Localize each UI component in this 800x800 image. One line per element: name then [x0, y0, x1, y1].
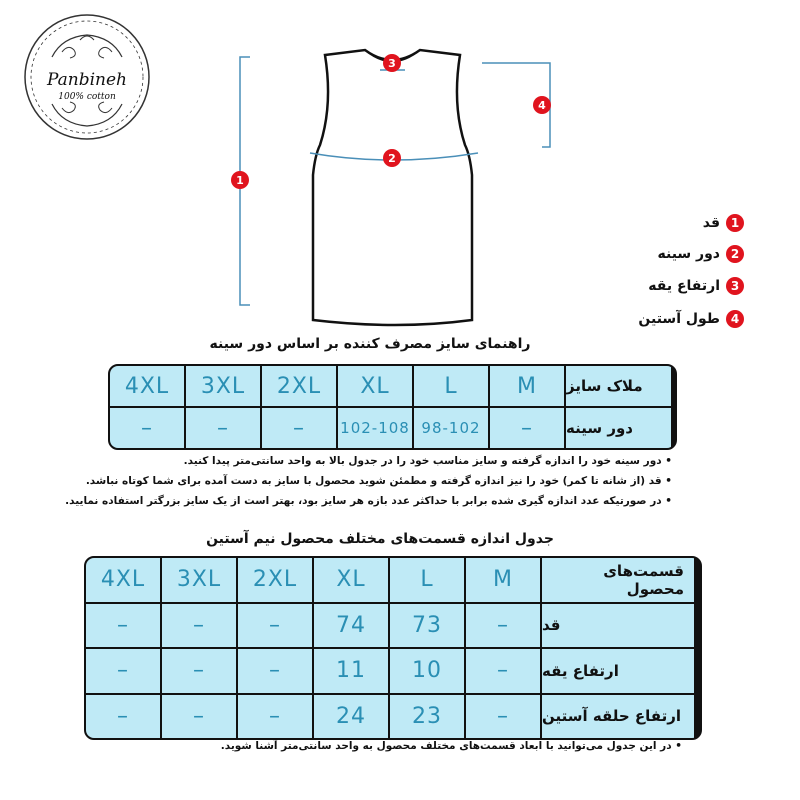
measure-header-l: L: [390, 558, 464, 602]
note-2: • قد (از شانه تا کمر) خود را نیز اندازه گرفته و مطمئن شوید محصول با سایز به دست آمده برای شما کوتاه نباشد.: [85, 475, 672, 487]
measure-header-2xl: 2XL: [238, 558, 312, 602]
height-value-2xl: –: [238, 604, 312, 648]
armhole-value-l: 23: [390, 695, 464, 739]
collar-value-m: –: [466, 649, 540, 693]
measure-header-3xl: 3XL: [162, 558, 236, 602]
svg-text:4: 4: [538, 99, 546, 112]
height-value-l: 73: [390, 604, 464, 648]
chest-value-m: –: [490, 408, 564, 448]
armhole-value-4xl: –: [86, 695, 160, 739]
legend-number: 4: [726, 310, 744, 328]
armhole-row-label: ارتفاع حلقه آستین: [542, 695, 694, 739]
legend-item-height: [703, 212, 744, 234]
height-row-label: قد: [542, 604, 694, 648]
measure-header-xl: XL: [314, 558, 388, 602]
legend-number: 2: [726, 245, 744, 263]
size-guide-title: راهنمای سایز مصرف کننده بر اساس دور سینه: [209, 336, 531, 352]
legend-item-sleeve: [638, 308, 744, 330]
note-3: • در صورتیکه عدد اندازه گیری شده برابر با حداکثر عدد بازه هر سایز بود، بهتر است از یک سایز بزرگتر استفاده نمایید.: [65, 495, 672, 507]
measure-header-label: قسمت‌های محصول: [542, 558, 694, 602]
size-header-xl: XL: [338, 366, 412, 406]
size-guide-table: [108, 364, 677, 450]
brand-logo: [22, 12, 152, 142]
logo-tagline: 100% cotton: [58, 92, 116, 102]
marker-4: [533, 96, 551, 114]
height-value-xl: 74: [314, 604, 388, 648]
measure-header-m: M: [466, 558, 540, 602]
chest-value-l: 98-102: [414, 408, 488, 448]
marker-1: [231, 171, 249, 189]
chest-value-2xl: –: [262, 408, 336, 448]
size-header-m: M: [490, 366, 564, 406]
armhole-value-m: –: [466, 695, 540, 739]
size-header-l: L: [414, 366, 488, 406]
legend-number: 1: [726, 214, 744, 232]
collar-value-4xl: –: [86, 649, 160, 693]
collar-row-label: ارتفاع یقه: [542, 649, 694, 693]
chest-value-xl: 102-108: [338, 408, 412, 448]
legend-label: طول آستین: [638, 311, 720, 327]
footer-note: • در این جدول می‌توانید با ابعاد قسمت‌های مختلف محصول به واحد سانتی‌متر آشنا شوید.: [220, 740, 682, 752]
note-1: • دور سینه خود را اندازه گرفته و سایز مناسب خود را در جدول بالا به واحد سانتی‌متر پیدا کنید.: [183, 455, 672, 467]
marker-3: [383, 54, 401, 72]
size-header-2xl: 2XL: [262, 366, 336, 406]
measure-header-4xl: 4XL: [86, 558, 160, 602]
svg-text:1: 1: [236, 174, 244, 187]
size-header-3xl: 3XL: [186, 366, 260, 406]
legend-number: 3: [726, 277, 744, 295]
size-header-4xl: 4XL: [110, 366, 184, 406]
measure-table-title: جدول اندازه قسمت‌های مختلف محصول نیم آستین: [206, 531, 554, 547]
chest-value-3xl: –: [186, 408, 260, 448]
chest-value-4xl: –: [110, 408, 184, 448]
measure-table: [84, 556, 702, 740]
height-value-4xl: –: [86, 604, 160, 648]
svg-text:3: 3: [388, 57, 396, 70]
size-header-label: ملاک سایز: [566, 366, 671, 406]
tank-top-outline: [313, 50, 472, 325]
collar-value-l: 10: [390, 649, 464, 693]
tank-top-diagram: [220, 35, 570, 335]
collar-value-xl: 11: [314, 649, 388, 693]
collar-value-2xl: –: [238, 649, 312, 693]
armhole-value-2xl: –: [238, 695, 312, 739]
svg-text:2: 2: [388, 152, 396, 165]
height-value-3xl: –: [162, 604, 236, 648]
marker-2: [383, 149, 401, 167]
logo-brand: Panbineh: [46, 70, 128, 90]
legend-item-collar: [648, 275, 744, 297]
legend-item-chest: [657, 243, 744, 265]
legend-label: ارتفاع یقه: [648, 278, 720, 294]
height-value-m: –: [466, 604, 540, 648]
chest-row-label: دور سینه: [566, 408, 671, 448]
armhole-value-3xl: –: [162, 695, 236, 739]
collar-value-3xl: –: [162, 649, 236, 693]
armhole-value-xl: 24: [314, 695, 388, 739]
legend-label: دور سینه: [657, 246, 720, 262]
legend-label: قد: [702, 215, 720, 231]
